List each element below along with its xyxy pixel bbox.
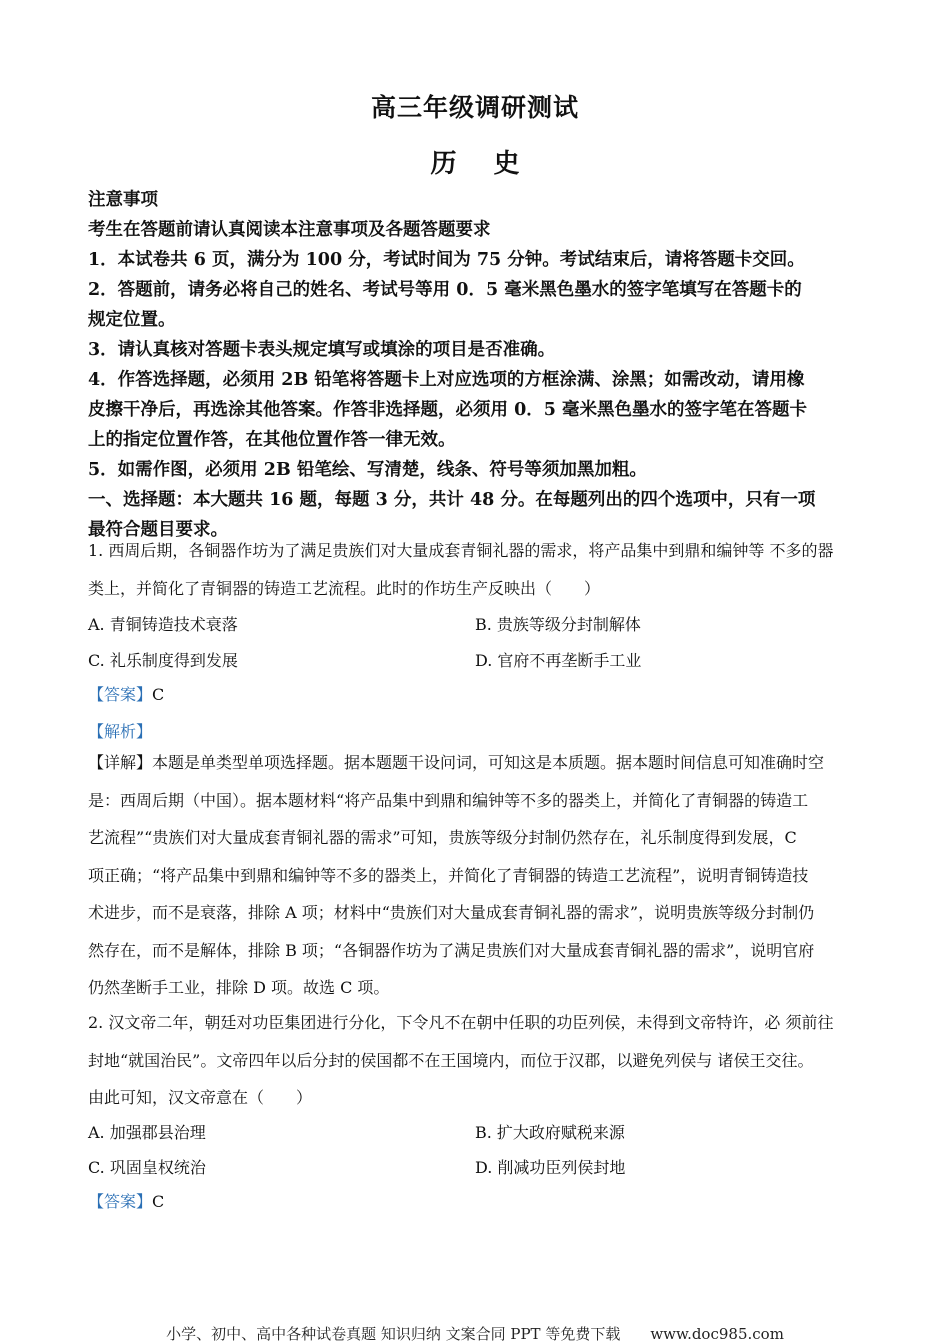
option-d: D. 官府不再垄断手工业 bbox=[475, 651, 642, 670]
notice-line: 5．如需作图，必须用 2B 铅笔绘、写清楚，线条、符号等须加黑加粗。 bbox=[88, 460, 647, 480]
question-1-stem bbox=[88, 532, 868, 607]
answer-value: C bbox=[152, 1192, 165, 1211]
page-title: 高三年级调研测试 bbox=[370, 93, 579, 122]
detail-line: 是：西周后期（中国）。据本题材料“将产品集中到鼎和编钟等不多的器类上，并简化了青铜器的铸造工 bbox=[88, 790, 809, 810]
section-heading: 最符合题目要求。 bbox=[88, 520, 228, 540]
detail-tag: 【详解】 bbox=[88, 753, 153, 772]
option-d: D. 削减功臣列侯封地 bbox=[475, 1158, 626, 1177]
analysis-tag: 【解析】 bbox=[88, 722, 153, 741]
notice-line: 3．请认真核对答题卡表头规定填写或填涂的项目是否准确。 bbox=[88, 340, 556, 360]
detail-text: 本题是单类型单项选择题。据本题题干设问词，可知这是本质题。据本题时间信息可知准确时空 bbox=[152, 753, 825, 772]
section-heading: 一、选择题：本大题共 16 题，每题 3 分，共计 48 分。在每题列出的四个选项中，只有一项 bbox=[88, 490, 816, 510]
detail-line: 术进步，而不是衰落，排除 A 项；材料中“贵族们对大量成套青铜礼器的需求”，说明贵族等级分封制仍 bbox=[88, 903, 815, 922]
footer-text: 小学、初中、高中各种试卷真题 知识归纳 文案合同 PPT 等免费下载 www.doc985.com bbox=[166, 1325, 784, 1343]
notice-line: 上的指定位置作答，在其他位置作答一律无效。 bbox=[88, 430, 456, 450]
option-a: A. 加强郡县治理 bbox=[88, 1123, 206, 1142]
question-1-answer bbox=[88, 682, 164, 705]
question-2-answer bbox=[88, 1189, 164, 1212]
detail-line: 仍然垄断手工业，排除 D 项。故选 C 项。 bbox=[88, 978, 390, 997]
question-text: 2. 汉文帝二年，朝廷对功臣集团进行分化，下令凡不在朝中任职的功臣列侯，未得到文帝特许，必 须前往 bbox=[88, 1013, 834, 1032]
notice-line: 规定位置。 bbox=[88, 310, 176, 330]
detail-line: 项正确；“将产品集中到鼎和编钟等不多的器类上，并简化了青铜器的铸造工艺流程”，说明青铜铸造技 bbox=[88, 865, 809, 885]
question-1-analysis bbox=[88, 719, 152, 742]
option-c: C. 巩固皇权统治 bbox=[88, 1158, 206, 1177]
option-c: C. 礼乐制度得到发展 bbox=[88, 651, 238, 670]
notice-heading: 注意事项 bbox=[88, 190, 158, 210]
question-2-stem bbox=[88, 1004, 868, 1117]
notice-section bbox=[88, 185, 868, 545]
notice-line: 皮擦干净后，再选涂其他答案。作答非选择题，必须用 0．5 毫米黑色墨水的签字笔在答题卡 bbox=[88, 400, 808, 420]
option-b: B. 贵族等级分封制解体 bbox=[475, 615, 641, 634]
question-text: 1. 西周后期，各铜器作坊为了满足贵族们对大量成套青铜礼器的需求，将产品集中到鼎和编钟等 不多的器 bbox=[88, 541, 834, 560]
question-1-detail bbox=[88, 744, 868, 1007]
notice-line: 考生在答题前请认真阅读本注意事项及各题答题要求 bbox=[88, 220, 491, 240]
option-b: B. 扩大政府赋税来源 bbox=[475, 1123, 625, 1142]
answer-tag: 【答案】 bbox=[88, 1192, 153, 1211]
option-a: A. 青铜铸造技术衰落 bbox=[88, 615, 238, 634]
question-text: 封地“就国治民”。文帝四年以后分封的侯国都不在王国境内，而位于汉郡，以避免列侯与 诸侯王交往。 bbox=[88, 1050, 814, 1070]
answer-tag: 【答案】 bbox=[88, 685, 153, 704]
detail-line: 然存在，而不是解体，排除 B 项；“各铜器作坊为了满足贵族们对大量成套青铜礼器的需求”，说明官府 bbox=[88, 940, 815, 960]
subject-title: 历 史 bbox=[430, 149, 534, 179]
detail-line bbox=[88, 744, 868, 782]
answer-value: C bbox=[152, 685, 165, 704]
question-text: 由此可知，汉文帝意在（ ） bbox=[88, 1088, 313, 1107]
detail-line: 艺流程”“贵族们对大量成套青铜礼器的需求”可知，贵族等级分封制仍然存在，礼乐制度得到发展，C bbox=[88, 828, 797, 847]
question-text: 类上，并简化了青铜器的铸造工艺流程。此时的作坊生产反映出（ ） bbox=[88, 578, 601, 598]
notice-line: 2．答题前，请务必将自己的姓名、考试号等用 0．5 毫米黑色墨水的签字笔填写在答题卡的 bbox=[88, 280, 802, 300]
notice-line: 4．作答选择题，必须用 2B 铅笔将答题卡上对应选项的方框涂满、涂黑；如需改动，请用橡 bbox=[88, 370, 805, 390]
notice-line: 1．本试卷共 6 页，满分为 100 分，考试时间为 75 分钟。考试结束后，请将答题卡交回。 bbox=[88, 250, 805, 270]
